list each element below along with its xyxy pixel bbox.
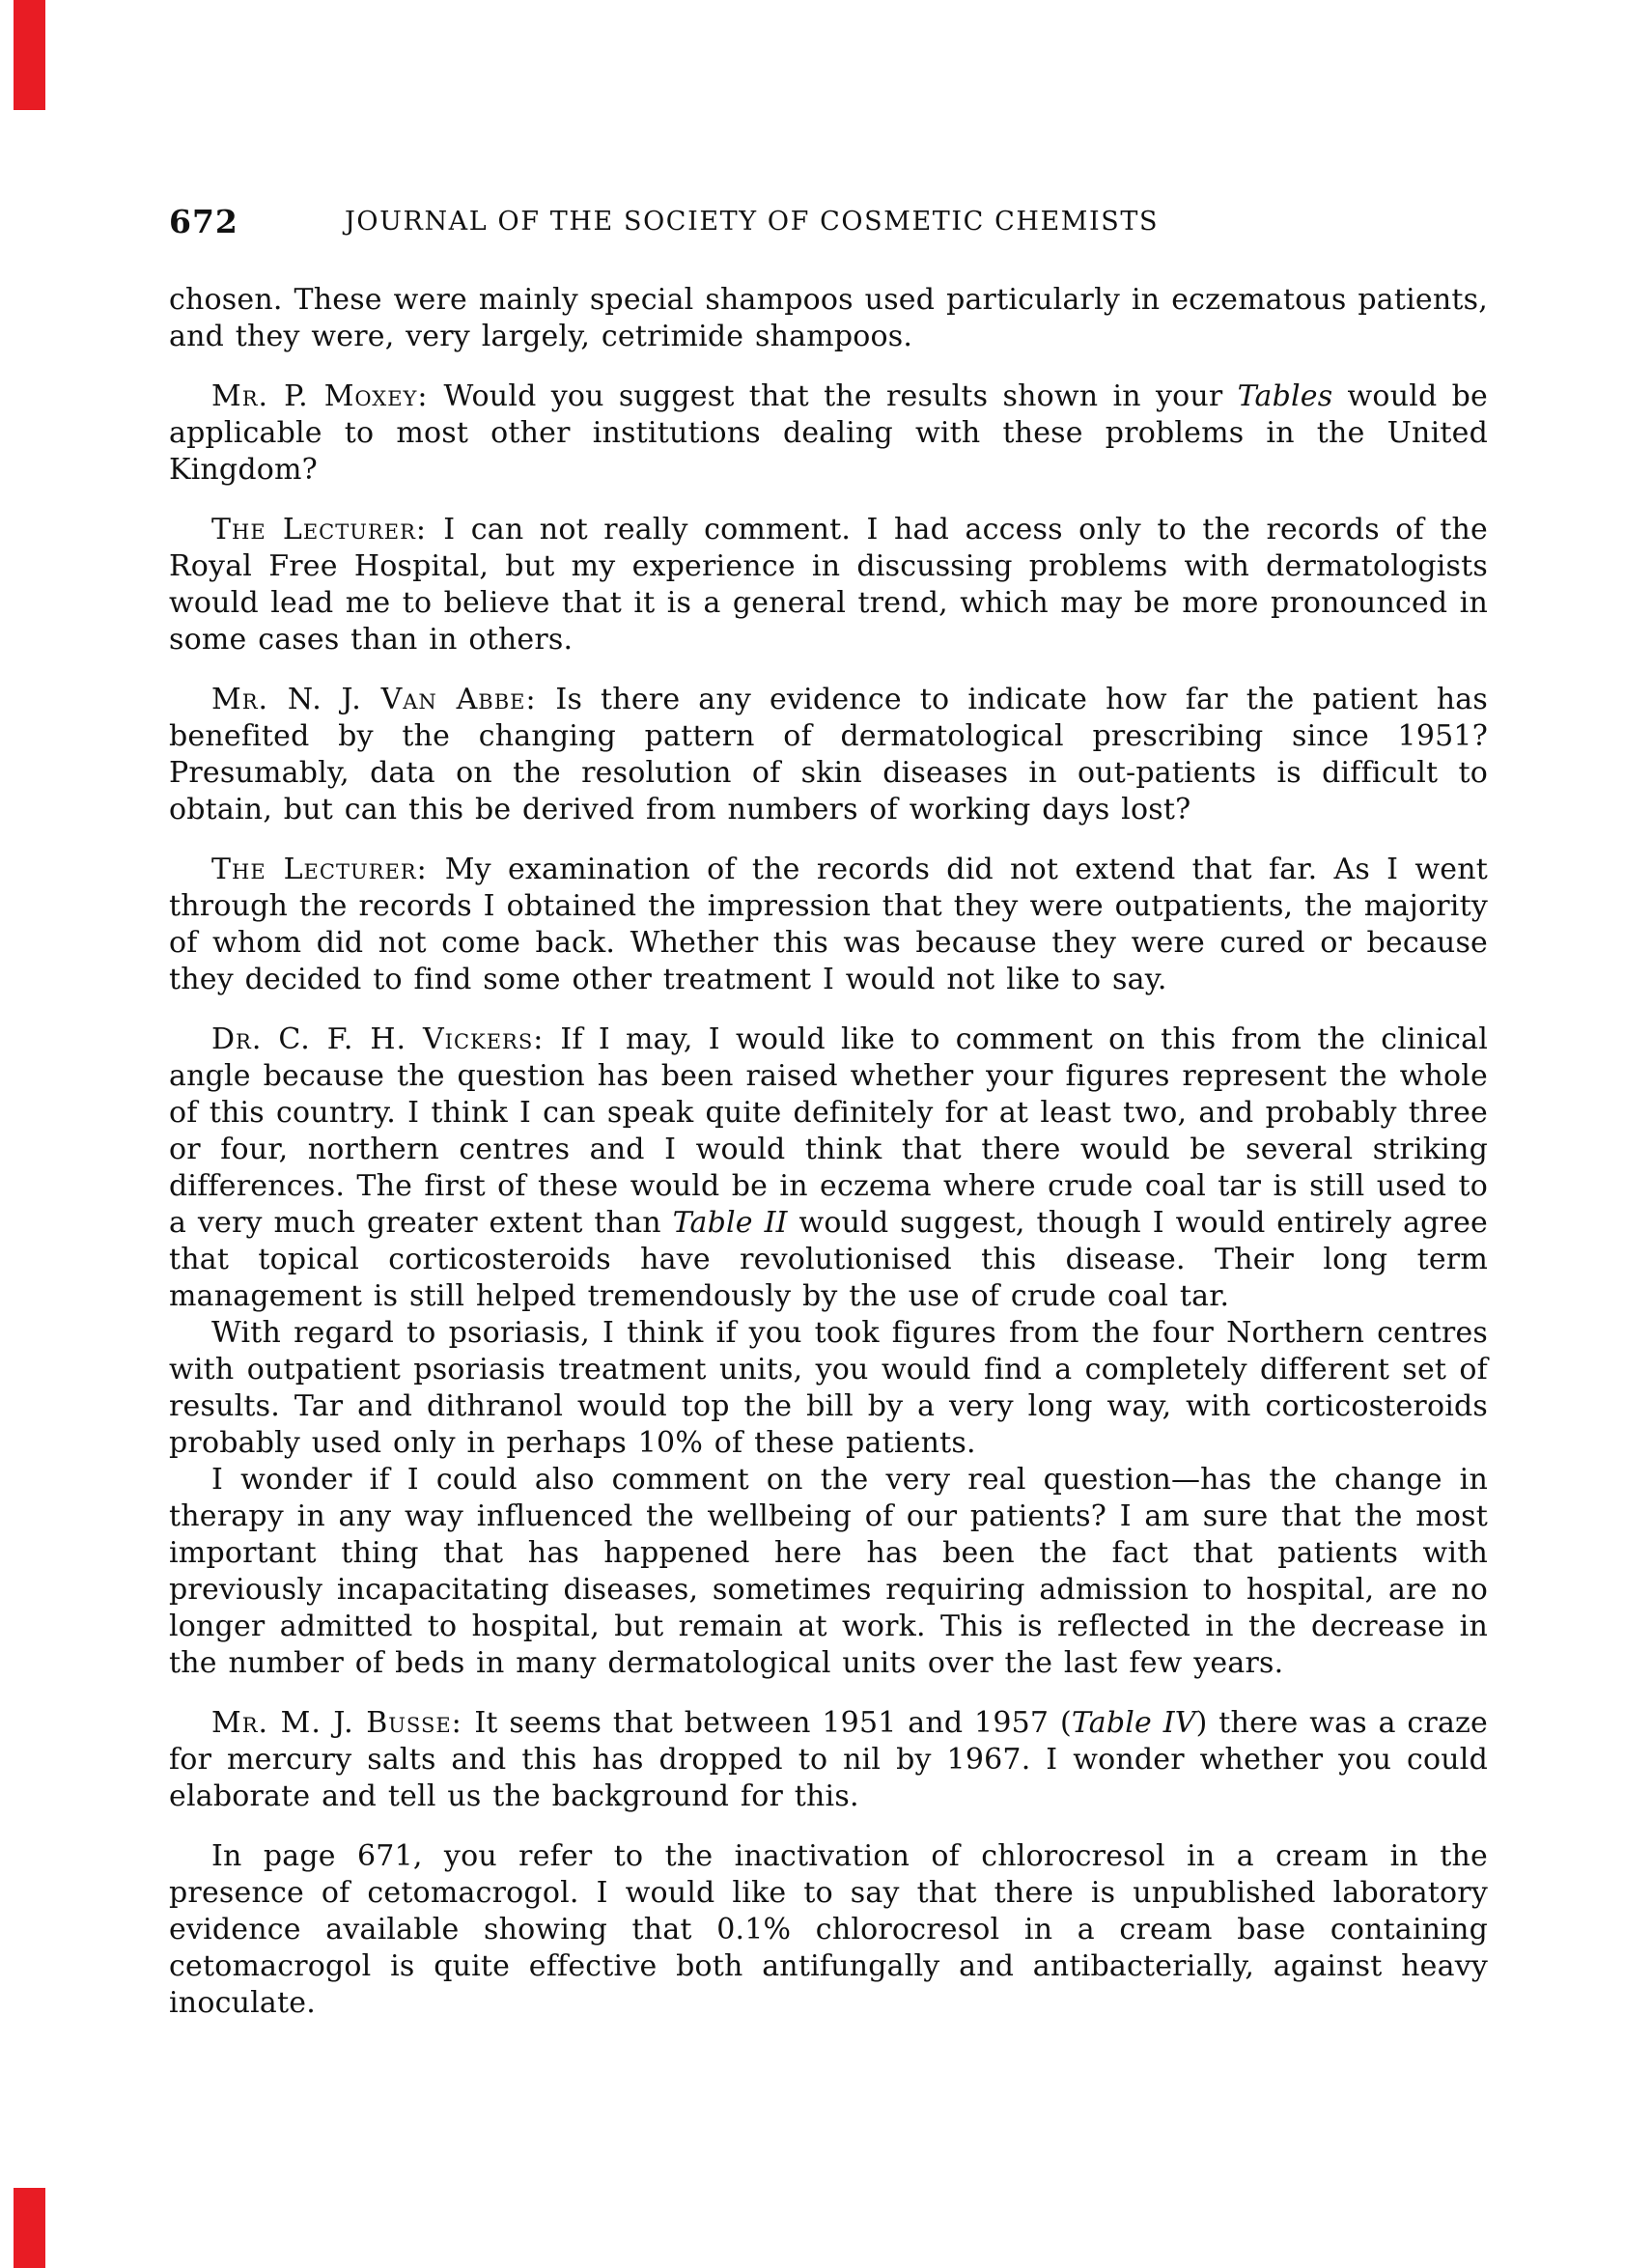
paragraph: [169, 282, 1488, 355]
text-segment: Tables: [1237, 379, 1333, 413]
text-segment: I can not really comment. I had access only to the records of the Royal Free Hospital, but my experience in discussing problems with dermatologists would lead me to believe that it is a general trend, which may be more pronounced in some cases than in others.: [169, 513, 1489, 657]
paragraph: [169, 512, 1488, 658]
text-segment: If I may, I would like to comment on this from the clinical angle because the question has been raised whether your figures represent the whole of this country. I think I can speak quite definitely for at least two, and probably three or four, northern centres and I would think that there would be several striking differences. The first of these would be in eczema where crude coal tar is still used to a very much greater extent than: [169, 1022, 1489, 1240]
paragraph: [169, 1315, 1488, 1462]
speaker-name: Mr. M. J. Busse:: [211, 1706, 475, 1740]
text-segment: Table II: [672, 1206, 788, 1240]
scan-artifact-top: [14, 0, 45, 110]
paragraph: [169, 852, 1488, 998]
paragraph: [169, 1462, 1488, 1682]
paragraph: [169, 378, 1488, 489]
text-segment: It seems that between 1951 and 1957 (: [474, 1706, 1072, 1740]
text-segment: Table IV: [1071, 1706, 1196, 1740]
paragraph: [169, 1838, 1488, 2022]
text-segment: would suggest, though I would entirely agree that topical corticosteroids have revolutionised this disease. Their long term management is still helped tremendously by the use of crude coal tar.: [169, 1206, 1489, 1313]
speaker-name: Mr. P. Moxey:: [211, 379, 444, 413]
page-number: 672: [169, 203, 238, 240]
paragraph: [169, 1022, 1488, 1315]
text-segment: Would you suggest that the results shown in your: [443, 379, 1238, 413]
journal-title: JOURNAL OF THE SOCIETY OF COSMETIC CHEMISTS: [345, 207, 1160, 237]
text-segment: In page 671, you refer to the inactivation of chlorocresol in a cream in the presence of cetomacrogol. I would like to say that there is unpublished laboratory evidence available showing that 0.1% chlorocresol in a cream base containing cetomacrogol is quite effective both antifungally and antibacterially, against heavy inoculate.: [169, 1839, 1488, 2020]
speaker-name: Dr. C. F. H. Vickers:: [211, 1022, 561, 1056]
text-segment: would be applicable to most other institutions dealing with these problems in the United Kingdom?: [169, 379, 1488, 487]
text-segment: chosen. These were mainly special shampoos used particularly in eczematous patients, and they were, very largely, cetrimide shampoos.: [169, 283, 1488, 353]
scan-artifact-bottom: [14, 2188, 45, 2268]
speaker-name: The Lecturer:: [211, 853, 445, 886]
speaker-name: The Lecturer:: [211, 513, 444, 546]
discussion-text: [169, 282, 1488, 2022]
speaker-name: Mr. N. J. Van Abbe:: [211, 683, 556, 716]
text-segment: My examination of the records did not extend that far. As I went through the records I obtained the impression that they were outpatients, the majority of whom did not come back. Whether this was because they were cured or because they decided to find some other treatment I would not like to say.: [169, 853, 1488, 996]
text-segment: With regard to psoriasis, I think if you took figures from the four Northern centres with outpatient psoriasis treatment units, you would find a completely different set of results. Tar and dithranol would top the bill by a very long way, with corticosteroids probably used only in perhaps 10% of these patients.: [169, 1316, 1488, 1460]
text-segment: ) there was a craze for mercury salts and this has dropped to nil by 1967. I wonder whether you could elaborate and tell us the background for this.: [169, 1706, 1488, 1813]
text-segment: Is there any evidence to indicate how far the patient has benefited by the changing pattern of dermatological prescribing since 1951? Presumably, data on the resolution of skin diseases in out-patients is difficult to obtain, but can this be derived from numbers of working days lost?: [169, 683, 1488, 826]
text-segment: I wonder if I could also comment on the very real question—has the change in therapy in any way influenced the wellbeing of our patients? I am sure that the most important thing that has happened here has been the fact that patients with previously incapacitating diseases, sometimes requiring admission to hospital, are no longer admitted to hospital, but remain at work. This is reflected in the decrease in the number of beds in many dermatological units over the last few years.: [169, 1463, 1488, 1680]
paragraph: [169, 1705, 1488, 1815]
running-head: [169, 203, 1487, 245]
paragraph: [169, 682, 1488, 828]
